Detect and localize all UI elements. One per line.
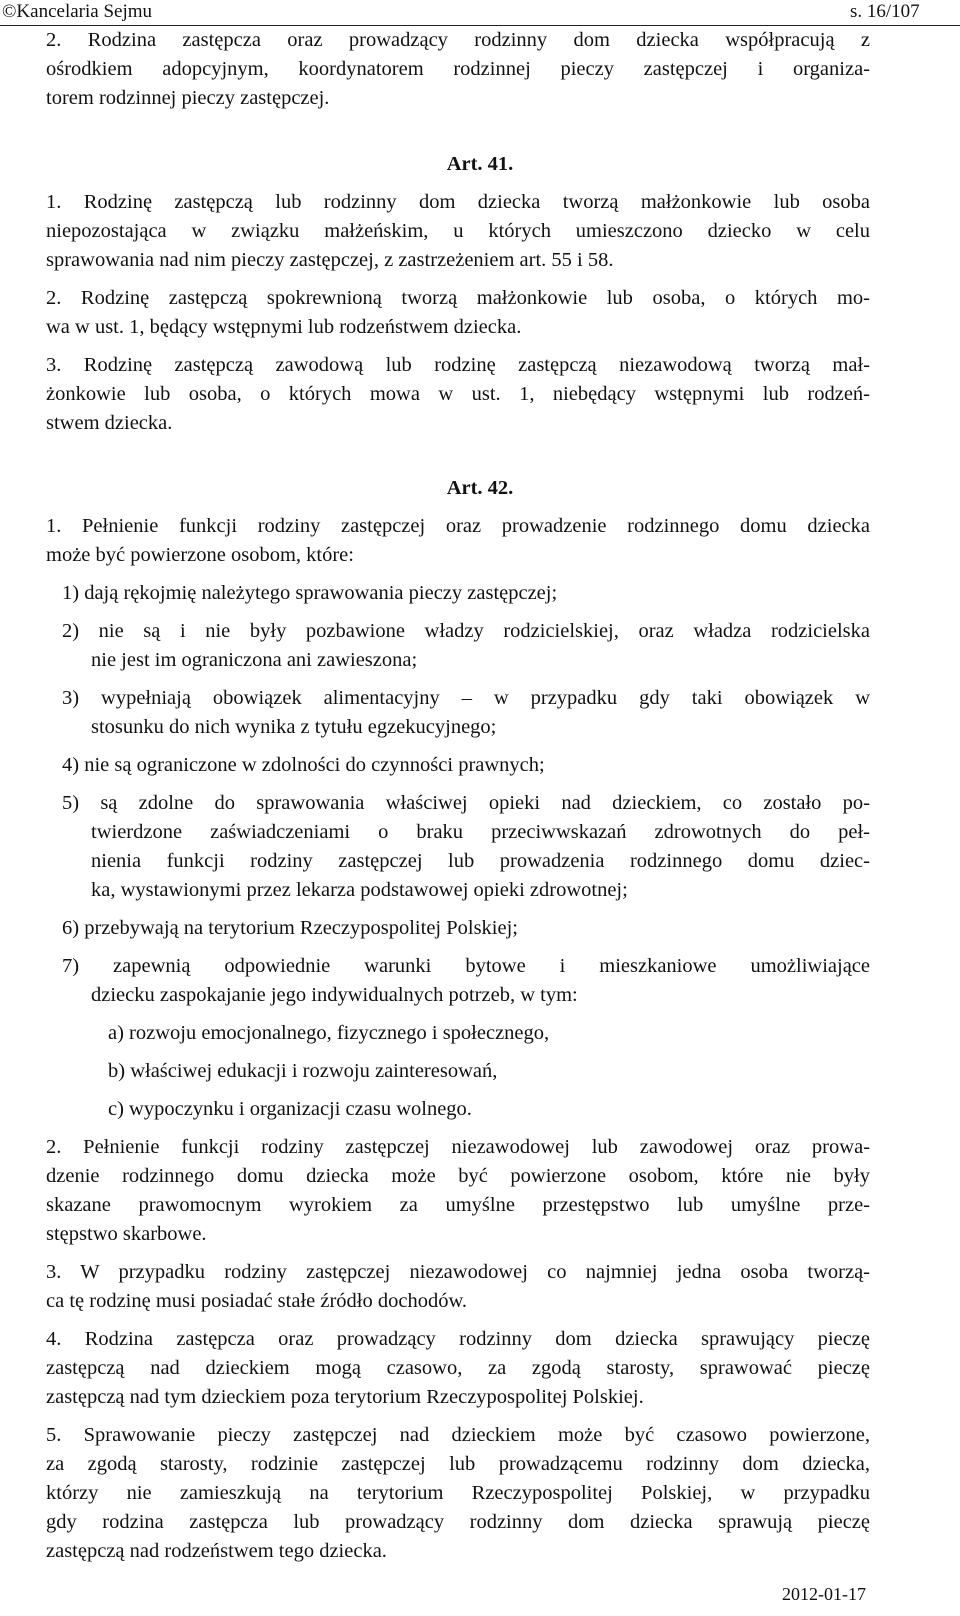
text-line: dziecku zaspokajanie jego indywidualnych potrzeb, w tym: xyxy=(91,984,578,1006)
text-line: 2. Pełnienie funkcji rodziny zastępczej niezawodowej lub zawodowej oraz prowa- xyxy=(46,1136,870,1158)
article-heading: Art. 42. xyxy=(446,477,514,499)
text-line: 2. Rodzina zastępcza oraz prowadzący rodzinny dom dziecka współpracują z xyxy=(46,29,870,51)
text-line: wa w ust. 1, będący wstępnymi lub rodzeństwem dziecka. xyxy=(46,316,522,338)
text-line: twierdzone zaświadczeniami o braku przeciwwskazań zdrowotnych do peł- xyxy=(91,821,870,843)
text-line: może być powierzone osobom, które: xyxy=(46,544,354,566)
text-line: zastępczą nad tym dzieckiem poza terytorium Rzeczypospolitej Polskiej. xyxy=(46,1386,644,1408)
text-line: c) wypoczynku i organizacji czasu wolnego. xyxy=(108,1098,472,1120)
text-line: 3. W przypadku rodziny zastępczej niezawodowej co najmniej jedna osoba tworzą- xyxy=(46,1261,870,1283)
header-page-number: s. 16/107 xyxy=(850,1,920,22)
text-line: dzenie rodzinnego domu dziecka może być powierzone osobom, które nie były xyxy=(46,1165,870,1187)
text-line: którzy nie zamieszkują na terytorium Rzeczypospolitej Polskiej, w przypadku xyxy=(46,1482,870,1504)
header-rule xyxy=(0,25,960,26)
text-line: za zgodą starosty, rodzinie zastępczej lub prowadzącemu rodzinny dom dziecka, xyxy=(46,1453,870,1475)
text-line: ośrodkiem adopcyjnym, koordynatorem rodzinnej pieczy zastępczej i organiza- xyxy=(46,58,870,80)
text-line: b) właściwej edukacji i rozwoju zainteresowań, xyxy=(108,1060,498,1082)
text-line: stępstwo skarbowe. xyxy=(46,1223,207,1245)
text-line: 5. Sprawowanie pieczy zastępczej nad dzieckiem może być czasowo powierzone, xyxy=(46,1424,870,1446)
text-line: torem rodzinnej pieczy zastępczej. xyxy=(46,87,330,109)
text-line: skazane prawomocnym wyrokiem za umyślne przestępstwo lub umyślne prze- xyxy=(46,1194,870,1216)
text-line: 1. Rodzinę zastępczą lub rodzinny dom dziecka tworzą małżonkowie lub osoba xyxy=(46,191,870,213)
text-line: 3) wypełniają obowiązek alimentacyjny – w przypadku gdy taki obowiązek w xyxy=(62,687,870,709)
article-heading: Art. 41. xyxy=(446,153,514,175)
text-line: stwem dziecka. xyxy=(46,412,173,434)
text-line: zastępczą nad dzieckiem mogą czasowo, za zgodą starosty, sprawować pieczę xyxy=(46,1357,870,1379)
text-line: nie jest im ograniczona ani zawieszona; xyxy=(91,649,418,671)
text-line: 7) zapewnią odpowiednie warunki bytowe i mieszkaniowe umożliwiające xyxy=(62,955,870,977)
text-line: ca tę rodzinę musi posiadać stałe źródło dochodów. xyxy=(46,1290,468,1312)
text-line: 1. Pełnienie funkcji rodziny zastępczej oraz prowadzenie rodzinnego domu dziecka xyxy=(46,515,870,537)
text-line: 2) nie są i nie były pozbawione władzy rodzicielskiej, oraz władza rodzicielska xyxy=(62,620,870,642)
header-source: ©Kancelaria Sejmu xyxy=(2,1,153,22)
text-line: 4) nie są ograniczone w zdolności do czynności prawnych; xyxy=(62,754,545,776)
text-line: 3. Rodzinę zastępczą zawodową lub rodzinę zastępczą niezawodową tworzą mał- xyxy=(46,354,870,376)
text-line: sprawowania nad nim pieczy zastępczej, z zastrzeżeniem art. 55 i 58. xyxy=(46,249,614,271)
text-line: zastępczą nad rodzeństwem tego dziecka. xyxy=(46,1540,387,1562)
text-line: 2. Rodzinę zastępczą spokrewnioną tworzą małżonkowie lub osoba, o których mo- xyxy=(46,287,870,309)
text-line: nienia funkcji rodziny zastępczej lub prowadzenia rodzinnego domu dziec- xyxy=(91,850,870,872)
text-line: żonkowie lub osoba, o których mowa w ust. 1, niebędący wstępnymi lub rodzeń- xyxy=(46,383,870,405)
text-line: 5) są zdolne do sprawowania właściwej opieki nad dzieckiem, co zostało po- xyxy=(62,792,870,814)
text-line: stosunku do nich wynika z tytułu egzekucyjnego; xyxy=(91,716,497,738)
text-line: ka, wystawionymi przez lekarza podstawowej opieki zdrowotnej; xyxy=(91,879,628,901)
text-line: 6) przebywają na terytorium Rzeczypospolitej Polskiej; xyxy=(62,917,518,939)
footer-date: 2012-01-17 xyxy=(782,1584,866,1604)
text-line: 4. Rodzina zastępcza oraz prowadzący rodzinny dom dziecka sprawujący pieczę xyxy=(46,1328,870,1350)
text-line: gdy rodzina zastępcza lub prowadzący rodzinny dom dziecka sprawują pieczę xyxy=(46,1511,870,1533)
text-line: niepozostająca w związku małżeńskim, u których umieszczono dziecko w celu xyxy=(46,220,870,242)
text-line: a) rozwoju emocjonalnego, fizycznego i społecznego, xyxy=(108,1022,550,1044)
text-line: 1) dają rękojmię należytego sprawowania pieczy zastępczej; xyxy=(62,582,558,604)
